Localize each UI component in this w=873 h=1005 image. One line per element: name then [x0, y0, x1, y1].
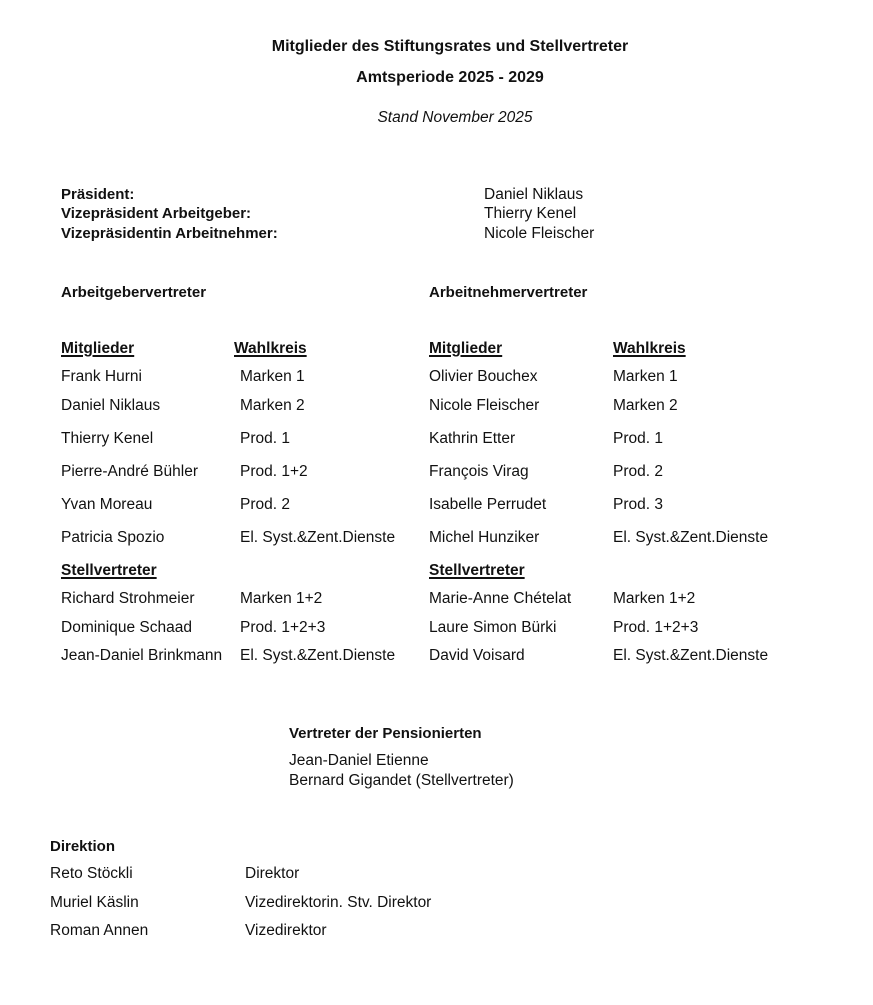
employer-member-district: Prod. 1: [240, 430, 290, 447]
employee-heading: Arbeitnehmervertreter: [429, 284, 588, 301]
employer-col-district: Wahlkreis: [234, 340, 307, 357]
employer-deputy-district: Marken 1+2: [240, 590, 323, 607]
employer-member-district: Marken 1: [240, 368, 305, 385]
pensioner-line: Jean-Daniel Etienne: [289, 752, 429, 769]
director-name: Roman Annen: [50, 922, 149, 939]
director-role: Vizedirektor: [245, 922, 327, 939]
employee-deputy-name: Marie-Anne Chételat: [429, 590, 572, 607]
employee-member-name: Isabelle Perrudet: [429, 496, 547, 513]
employee-deputies-heading: Stellvertreter: [429, 562, 525, 579]
employer-member-name: Yvan Moreau: [61, 496, 153, 513]
employer-heading: Arbeitgebervertreter: [61, 284, 207, 301]
employer-deputy-name: Richard Strohmeier: [61, 590, 195, 607]
employer-member-district: Prod. 1+2: [240, 463, 308, 480]
employer-deputies-heading: Stellvertreter: [61, 562, 157, 579]
employer-member-name: Pierre-André Bühler: [61, 463, 198, 480]
director-name: Reto Stöckli: [50, 865, 133, 882]
employee-member-district: El. Syst.&Zent.Dienste: [613, 529, 769, 546]
employee-member-district: Marken 2: [613, 397, 678, 414]
employee-member-district: Marken 1: [613, 368, 678, 385]
employee-deputy-district: Marken 1+2: [613, 590, 696, 607]
officer-role: Vizepräsidentin Arbeitnehmer:: [61, 225, 278, 242]
document-title: Mitglieder des Stiftungsrates und Stellvertreter: [271, 38, 629, 55]
employee-member-district: Prod. 1: [613, 430, 663, 447]
director-role: Vizedirektorin. Stv. Direktor: [245, 894, 432, 911]
employer-member-district: El. Syst.&Zent.Dienste: [240, 529, 396, 546]
employee-member-district: Prod. 2: [613, 463, 663, 480]
employee-member-district: Prod. 3: [613, 496, 663, 513]
employer-col-members: Mitglieder: [61, 340, 135, 357]
pensioner-line: Bernard Gigandet (Stellvertreter): [289, 772, 514, 789]
employee-col-members: Mitglieder: [429, 340, 503, 357]
employee-deputy-district: El. Syst.&Zent.Dienste: [613, 647, 769, 664]
employee-member-name: Michel Hunziker: [429, 529, 540, 546]
employer-member-district: Marken 2: [240, 397, 305, 414]
employer-deputy-district: Prod. 1+2+3: [240, 619, 326, 636]
employer-deputy-district: El. Syst.&Zent.Dienste: [240, 647, 396, 664]
employer-member-district: Prod. 2: [240, 496, 290, 513]
employee-member-name: Kathrin Etter: [429, 430, 516, 447]
employee-deputy-name: Laure Simon Bürki: [429, 619, 557, 636]
director-name: Muriel Käslin: [50, 894, 139, 911]
term-period: Amtsperiode 2025 - 2029: [356, 69, 544, 86]
status-date: Stand November 2025: [377, 109, 533, 126]
pensioners-heading: Vertreter der Pensionierten: [289, 725, 482, 742]
officer-name: Thierry Kenel: [484, 205, 577, 222]
officer-role: Vizepräsident Arbeitgeber:: [61, 205, 252, 222]
employer-deputy-name: Dominique Schaad: [61, 619, 192, 636]
officer-name: Nicole Fleischer: [484, 225, 595, 242]
officer-name: Daniel Niklaus: [484, 186, 584, 203]
employer-member-name: Patricia Spozio: [61, 529, 165, 546]
employer-member-name: Frank Hurni: [61, 368, 142, 385]
employee-member-name: François Virag: [429, 463, 529, 480]
employer-deputy-name: Jean-Daniel Brinkmann: [61, 647, 223, 664]
direction-heading: Direktion: [50, 838, 116, 855]
employer-member-name: Daniel Niklaus: [61, 397, 161, 414]
employee-deputy-name: David Voisard: [429, 647, 525, 664]
director-role: Direktor: [245, 865, 300, 882]
employee-deputy-district: Prod. 1+2+3: [613, 619, 699, 636]
employer-member-name: Thierry Kenel: [61, 430, 154, 447]
employee-col-district: Wahlkreis: [613, 340, 686, 357]
employee-member-name: Olivier Bouchex: [429, 368, 538, 385]
officer-role: Präsident:: [61, 186, 135, 203]
employee-member-name: Nicole Fleischer: [429, 397, 540, 414]
